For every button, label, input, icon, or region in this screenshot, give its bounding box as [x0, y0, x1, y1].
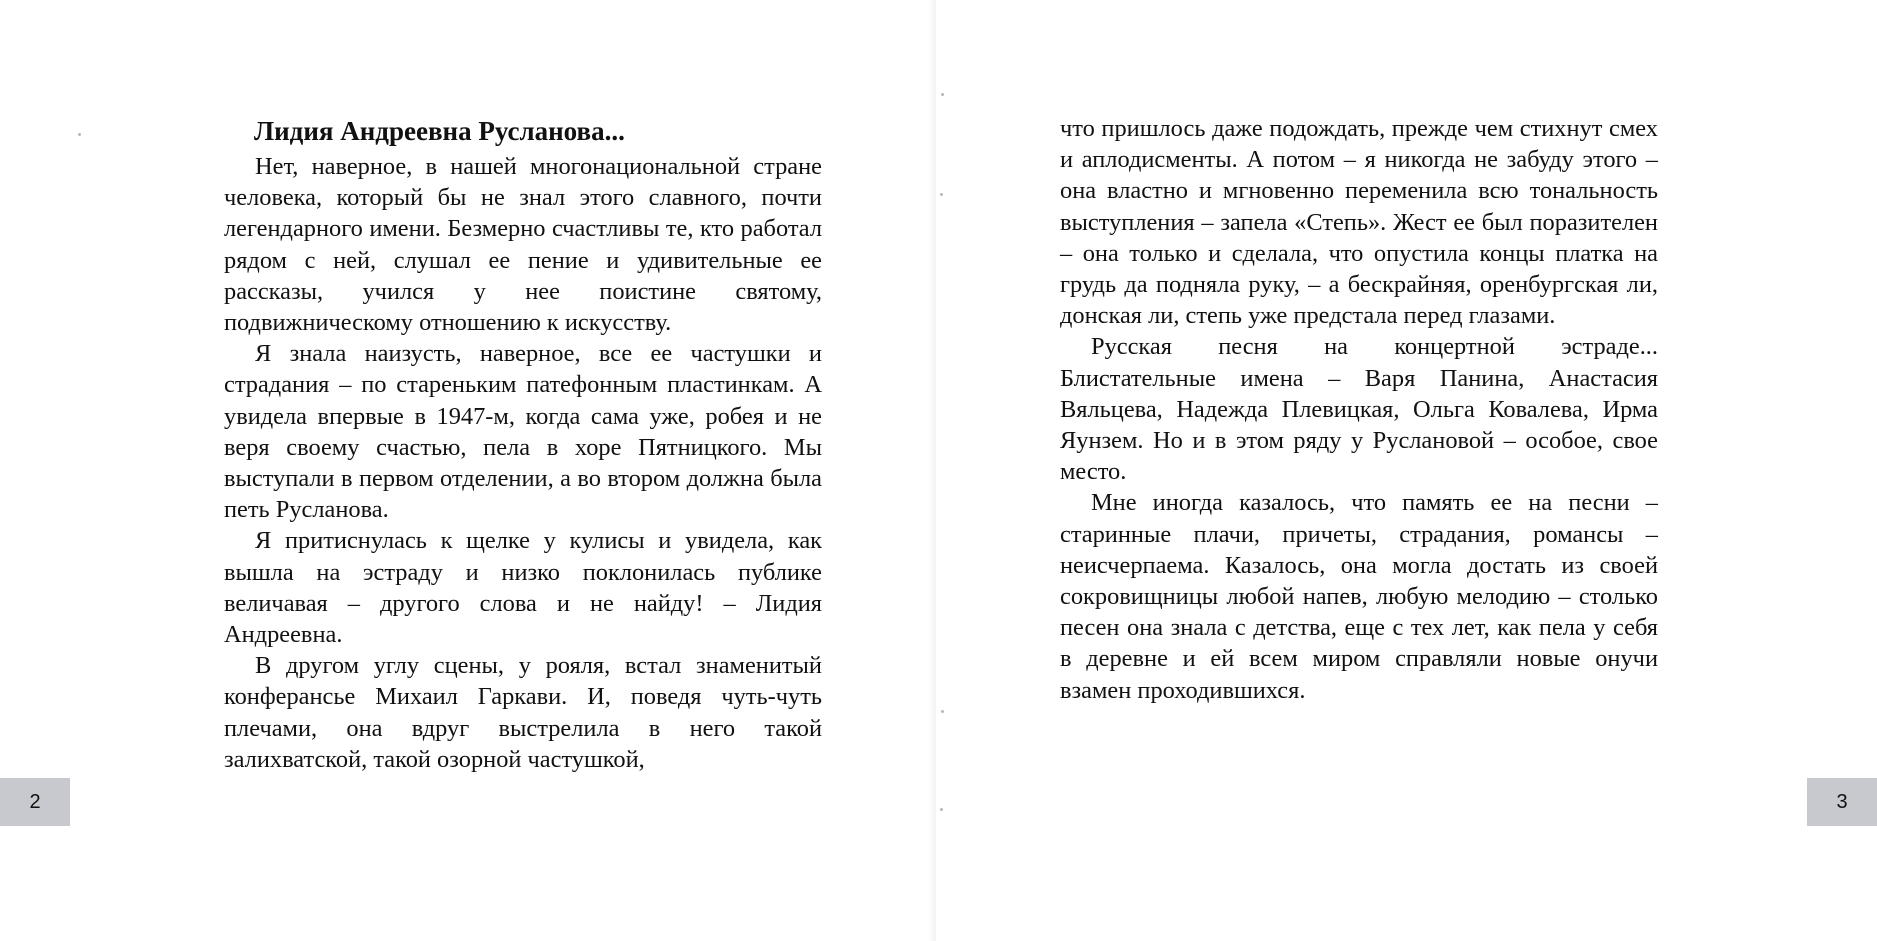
- paragraph: В другом углу сцены, у рояля, встал знаменитый конферансье Михаил Гаркави. И, поведя чуть-чуть плечами, она вдруг выстрелила в него такой залихватской, такой озорной частушкой,: [224, 652, 822, 773]
- right-text-column: [1060, 113, 1658, 706]
- paper-speck: [78, 133, 81, 136]
- paragraph: Я знала наизусть, наверное, все ее частушки и страдания – по стареньким патефонным пластинкам. А увидела впервые в 1947-м, когда сама уже, робея и не веря своему счастью, пела в хоре Пятницкого. Мы выступали в первом отделении, а во втором должна была петь Русланова.: [224, 340, 822, 524]
- paper-speck: [941, 93, 944, 96]
- paragraph: Я притиснулась к щелке у кулисы и увидела, как вышла на эстраду и низко поклонилась публике величавая – другого слова и не найду! – Лидия Андреевна.: [224, 527, 822, 649]
- paper-speck: [940, 193, 943, 196]
- left-text-column: [224, 115, 822, 775]
- paper-speck: [940, 808, 943, 811]
- page-number-right: 3: [1807, 778, 1877, 826]
- paragraph: Мне иногда казалось, что память ее на песни – старинные плачи, причеты, страдания, романсы – неисчерпаема. Казалось, она могла достать из своей сокровищницы любой напев, любую мелодию – столько песен она знала с детства, еще с тех лет, как пела у себя в деревне и ей всем миром справляли новые онучи взамен проходившихся.: [1060, 489, 1658, 704]
- continued-paragraph: что пришлось даже подождать, прежде чем стихнут смех и аплодисменты. А потом – я никогда не забуду этого – она властно и мгновенно переменила всю тональность выступления – запела «Степь». Жест ее был поразителен – она только и сделала, что опустила концы платка на грудь да подняла руку, – а бескрайняя, оренбургская ли, донская ли, степь уже предстала перед глазами.: [1060, 115, 1658, 330]
- paragraph: Нет, наверное, в нашей многонациональной стране человека, который бы не знал этого славного, почти легендарного имени. Безмерно счастливы те, кто работал рядом с ней, слушал ее пение и удивительные ее рассказы, учился у нее поистине святому, подвижническому отношению к искусству.: [224, 153, 822, 337]
- paper-speck: [941, 710, 944, 713]
- left-page: [0, 0, 936, 941]
- chapter-title: Лидия Андреевна Русланова...: [254, 116, 625, 146]
- page-number-left: 2: [0, 778, 70, 826]
- paragraph: Русская песня на концертной эстраде... Блистательные имена – Варя Панина, Анастасия Вяльцева, Надежда Плевицкая, Ольга Ковалева, Ирма Яунзем. Но и в этом ряду у Руслановой – особое, свое место.: [1060, 333, 1658, 486]
- right-page: [936, 0, 1877, 941]
